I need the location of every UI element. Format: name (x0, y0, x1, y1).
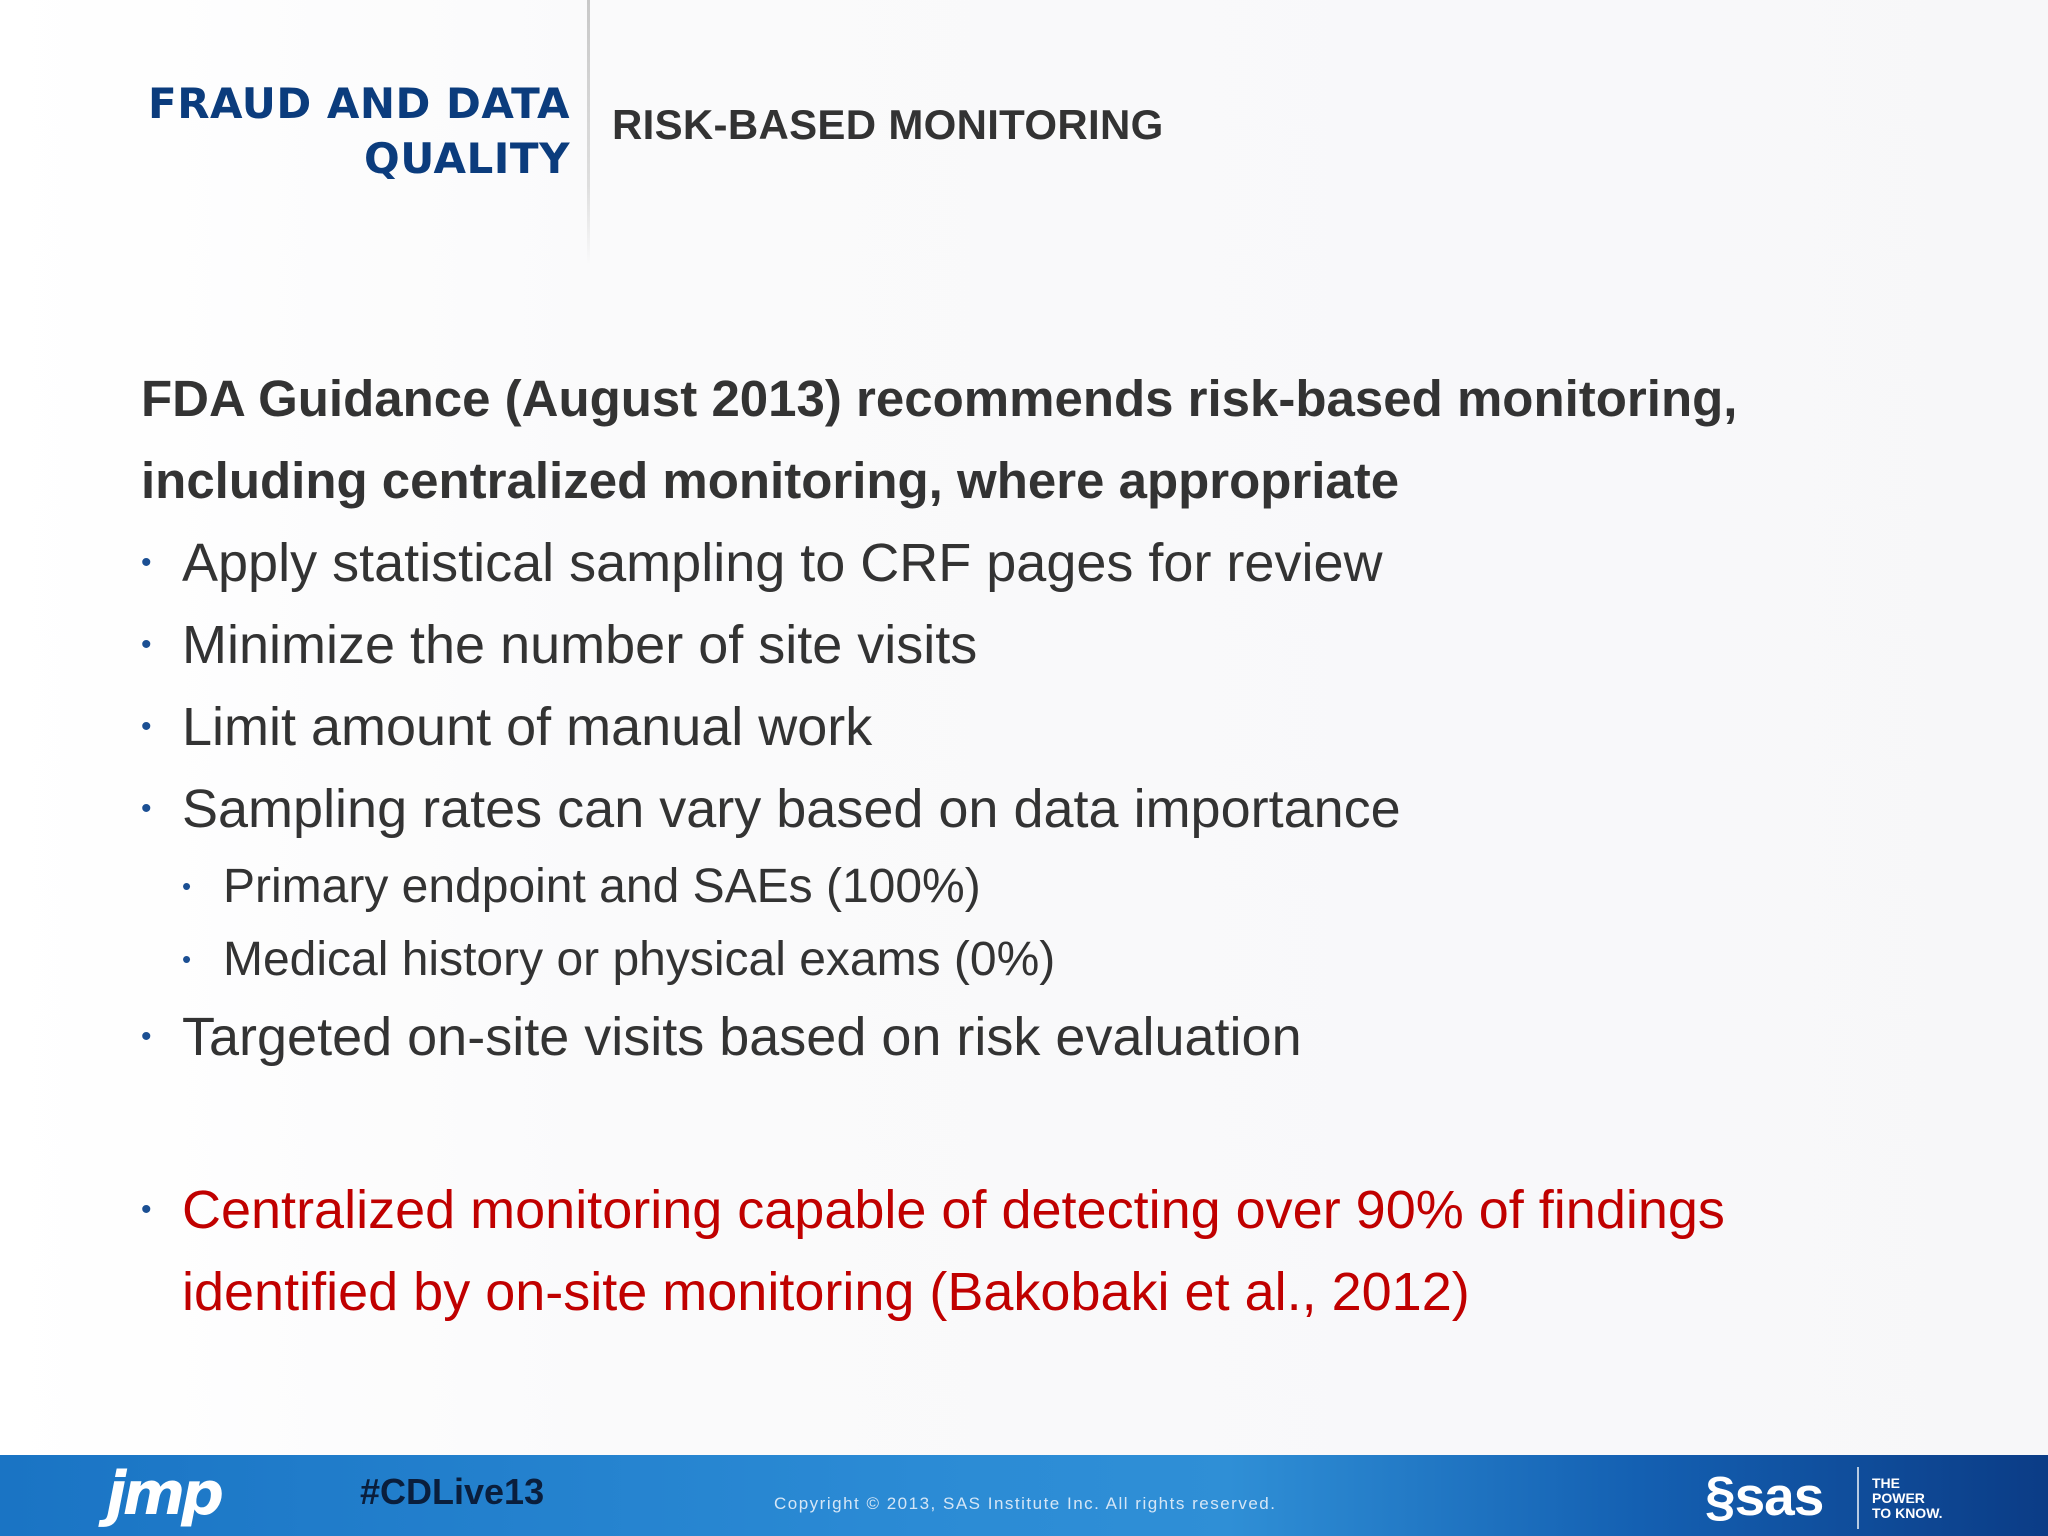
tagline-line-2: POWER (1872, 1490, 1925, 1506)
bullet-dot-icon: • (141, 710, 152, 743)
bullet-item (141, 686, 2021, 768)
slide-content (141, 358, 2021, 1333)
bullet-list (141, 522, 2021, 1333)
bullet-dot-icon: • (141, 1193, 152, 1226)
bullet-item (141, 996, 2021, 1078)
bullet-dot-icon: • (141, 628, 152, 661)
highlight-line-1: Centralized monitoring capable of detecting over 90% of findings (182, 1180, 1725, 1240)
tagline (1872, 1476, 1943, 1521)
sub-bullet-text: Medical history or physical exams (0%) (223, 933, 1056, 986)
bullet-item (141, 768, 2021, 850)
tagline-line-1: THE (1872, 1475, 1900, 1491)
highlight-line-2: identified by on-site monitoring (Bakobaki et al., 2012) (182, 1262, 1470, 1322)
sub-bullet-text: Primary endpoint and SAEs (100%) (223, 860, 981, 913)
bullet-text: Limit amount of manual work (182, 697, 873, 757)
spacer (141, 1078, 2021, 1169)
section-title-line-1: FRAUD AND DATA (148, 79, 570, 128)
sub-bullet-item (141, 850, 2021, 923)
hashtag: #CDLive13 (360, 1471, 545, 1512)
intro-text (141, 358, 2021, 522)
bullet-dot-icon: • (182, 944, 192, 974)
logo-divider (1857, 1467, 1859, 1529)
tagline-line-3: TO KNOW. (1872, 1505, 1943, 1521)
bullet-dot-icon: • (141, 546, 152, 579)
intro-line-2: including centralized monitoring, where appropriate (141, 452, 1400, 509)
bullet-dot-icon: • (141, 1020, 152, 1053)
jmp-logo: jmp (106, 1459, 221, 1529)
bullet-text: Targeted on-site visits based on risk evaluation (182, 1007, 1302, 1067)
sas-logo: §sas (1705, 1465, 1824, 1527)
bullet-item (141, 604, 2021, 686)
copyright-notice: Copyright © 2013, SAS Institute Inc. All rights reserved. (774, 1494, 1277, 1513)
title-divider (587, 0, 590, 265)
bullet-text: Sampling rates can vary based on data importance (182, 779, 1401, 839)
bullet-dot-icon: • (182, 871, 192, 901)
bullet-text: Apply statistical sampling to CRF pages for review (182, 533, 1383, 593)
section-title (148, 76, 570, 186)
highlight-bullet (141, 1169, 1882, 1333)
slide-title: RISK-BASED MONITORING (612, 101, 1164, 148)
bullet-text: Minimize the number of site visits (182, 615, 978, 675)
bullet-dot-icon: • (141, 792, 152, 825)
intro-line-1: FDA Guidance (August 2013) recommends risk-based monitoring, (141, 370, 1738, 427)
section-title-line-2: QUALITY (364, 134, 570, 183)
bullet-item (141, 522, 2021, 604)
sub-bullet-item (141, 923, 2021, 996)
